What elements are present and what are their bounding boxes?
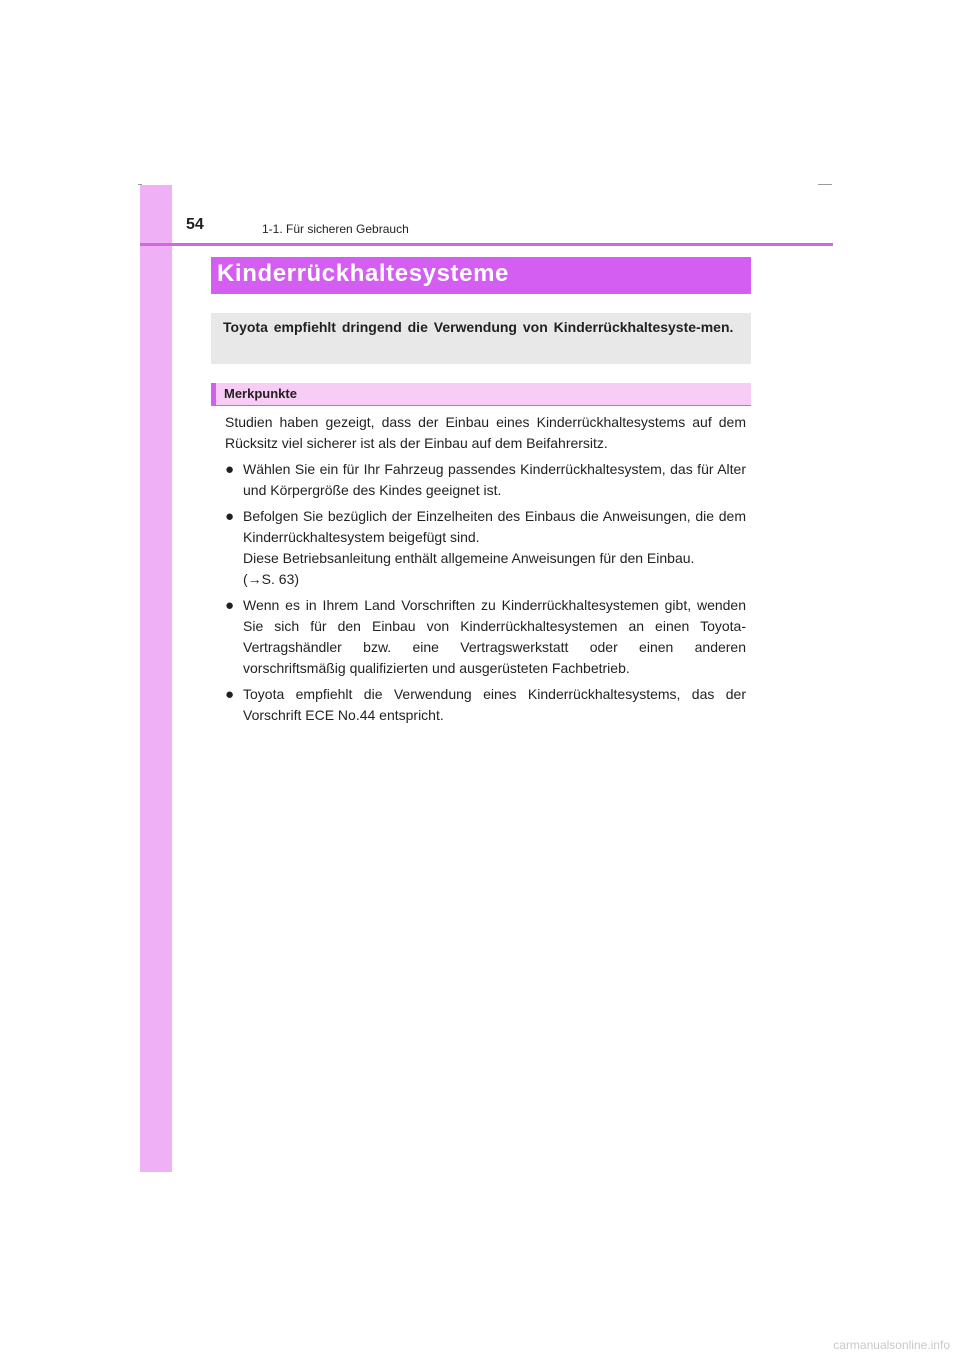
bullet-text: Wählen Sie ein für Ihr Fahrzeug passendes Kinderrückhaltesystem, das für Alter und Körpergröße des Kindes geeignet ist. bbox=[243, 461, 746, 498]
bullet-icon: ● bbox=[225, 508, 235, 525]
page-number: 54 bbox=[186, 216, 204, 233]
title-bar bbox=[211, 257, 751, 294]
bullet-text: Befolgen Sie bezüglich der Einzelheiten des Einbaus die Anweisungen, die dem Kinderrückhaltesystem beigefügt sind. bbox=[243, 508, 746, 545]
lead-text: Toyota empfiehlt dringend die Verwendung von Kinderrückhaltesyste-men. bbox=[223, 319, 734, 335]
page-reference-link[interactable]: (→S. 63) bbox=[243, 571, 300, 587]
section-label: 1-1. Für sicheren Gebrauch bbox=[262, 222, 409, 236]
bullet-item bbox=[225, 506, 746, 590]
header-rule bbox=[140, 243, 833, 246]
bullet-item bbox=[225, 684, 746, 726]
crop-mark-right bbox=[818, 184, 832, 185]
page-title: Kinderrückhaltesysteme bbox=[217, 260, 509, 287]
watermark: carmanualsonline.info bbox=[833, 1338, 950, 1352]
bullet-icon: ● bbox=[225, 686, 235, 703]
notes-content bbox=[225, 412, 746, 731]
bullet-icon: ● bbox=[225, 461, 235, 478]
bullet-extra-text: Diese Betriebsanleitung enthält allgemeine Anweisungen für den Einbau. bbox=[243, 550, 695, 566]
crop-mark bbox=[138, 184, 142, 185]
bullet-item bbox=[225, 459, 746, 501]
notes-heading-bar bbox=[211, 383, 751, 406]
bullet-text: Toyota empfiehlt die Verwendung eines Kinderrückhaltesystems, das der Vorschrift ECE No.44 entspricht. bbox=[243, 686, 746, 723]
bullet-item bbox=[225, 595, 746, 679]
bullet-text: Wenn es in Ihrem Land Vorschriften zu Kinderrückhaltesystemen gibt, wenden Sie sich für den Einbau von Kinderrückhaltesystemen an einen Toyota-Vertragshändler bzw. eine Vertragswerkstatt oder einen anderen vorschriftsmäßig qualifizierten und ausgerüsteten Fachbetrieb. bbox=[243, 597, 746, 676]
notes-heading: Merkpunkte bbox=[224, 386, 297, 401]
lead-box bbox=[211, 313, 751, 364]
chapter-sidebar-tab bbox=[140, 185, 172, 1172]
bullet-icon: ● bbox=[225, 597, 235, 614]
notes-intro: Studien haben gezeigt, dass der Einbau eines Kinderrückhaltesystems auf dem Rücksitz viel sicherer ist als der Einbau auf dem Beifahrersitz. bbox=[225, 414, 746, 451]
